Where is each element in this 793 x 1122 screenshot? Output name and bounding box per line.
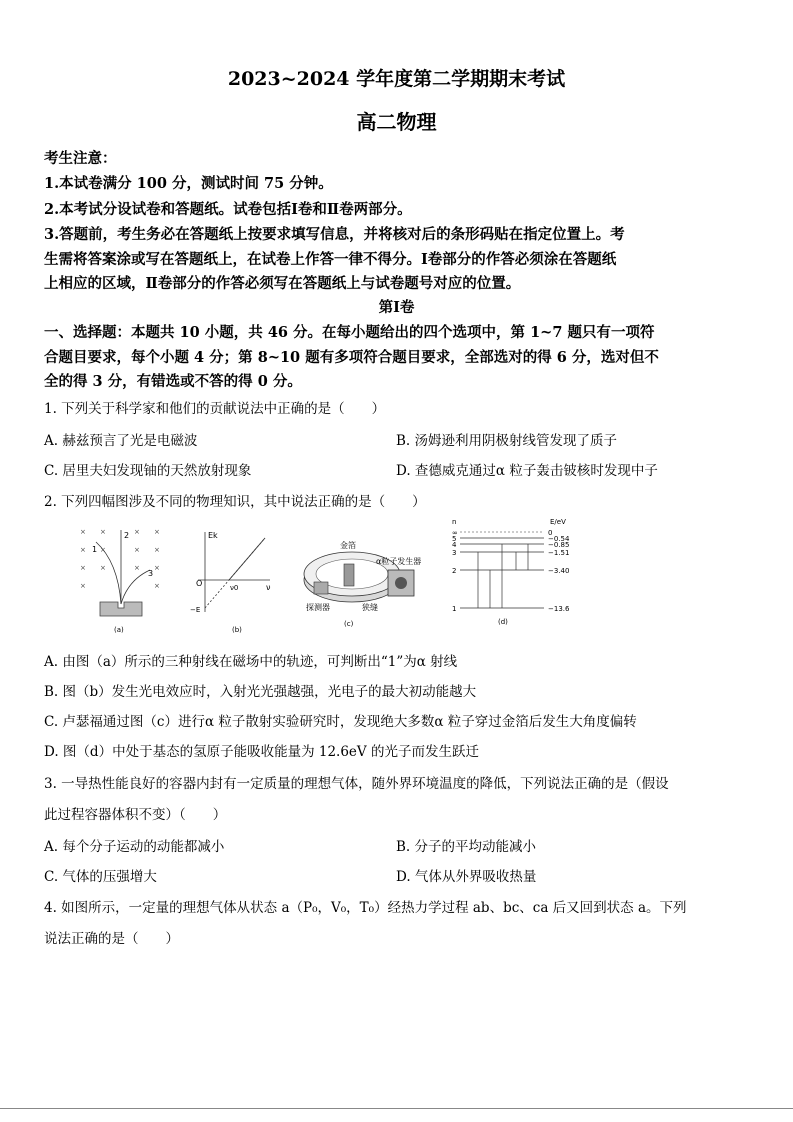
figure-c-label-foil: 金箔	[340, 541, 356, 550]
q4-stem-2: 说法正确的是（ ）	[44, 931, 179, 947]
svg-text:×: ×	[154, 564, 160, 572]
svg-text:×: ×	[154, 546, 160, 554]
figure-a-caption: (a)	[114, 626, 124, 634]
figure-d-e-1: −13.6	[548, 605, 570, 613]
figure-c-label-slit: 狭缝	[362, 603, 378, 612]
figure-a-label-2: 2	[124, 531, 130, 540]
notice-heading: 考生注意：	[44, 150, 117, 167]
q1-option-c: C. 居里夫妇发现铀的天然放射现象	[44, 463, 252, 479]
q4-stem-1: 4. 如图所示，一定量的理想气体从状态 a（P₀，V₀，T₀）经热力学过程 ab、bc、ca 后又回到状态 a。下列	[44, 900, 687, 916]
subject-title: 高二物理	[356, 110, 437, 134]
notice-item-3-cont: 生需将答案涂或写在答题纸上，在试卷上作答一律不得分。Ⅰ卷部分的作答必须涂在答题纸	[44, 251, 617, 268]
q3-stem-1: 3. 一导热性能良好的容器内封有一定质量的理想气体，随外界环境温度的降低，下列说法正确的是（假设	[44, 776, 669, 792]
notice-item-2: 2.本考试分设试卷和答题纸。试卷包括Ⅰ卷和Ⅱ卷两部分。	[44, 201, 412, 218]
figure-b-axis-x: ν	[266, 583, 271, 592]
figure-d-n-2: 2	[452, 567, 457, 575]
q3-stem-2: 此过程容器体积不变）（ ）	[44, 807, 227, 823]
figure-a-label-1: 1	[92, 545, 98, 554]
figure-c-label-source: α粒子发生器	[376, 557, 422, 566]
svg-text:×: ×	[80, 546, 86, 554]
section-instruction-1: 一、选择题：本题共 10 小题，共 46 分。在每小题给出的四个选项中，第 1~7 题只有一项符	[44, 324, 655, 341]
notice-item-1: 1.本试卷满分 100 分，测试时间 75 分钟。	[44, 175, 333, 192]
figure-b-caption: (b)	[232, 626, 242, 634]
figure-d-n-1: 1	[452, 605, 457, 613]
figure-d	[452, 518, 570, 626]
q2-stem: 2. 下列四幅图涉及不同的物理知识，其中说法正确的是（ ）	[44, 494, 426, 510]
section-instruction-3: 全的得 3 分，有错选或不答的得 0 分。	[44, 373, 302, 390]
figure-d-e-3: −1.51	[548, 549, 570, 557]
figure-b	[190, 531, 271, 634]
figure-d-n-5: 5	[452, 535, 457, 543]
notice-item-3-end: 上相应的区域，Ⅱ卷部分的作答必须写在答题纸上与试卷题号对应的位置。	[44, 275, 521, 292]
svg-text:×: ×	[154, 528, 160, 536]
svg-text:×: ×	[100, 546, 106, 554]
exam-title: 2023~2024 学年度第二学期期末考试	[227, 68, 566, 90]
q2-option-d: D. 图（d）中处于基态的氢原子能吸收能量为 12.6eV 的光子而发生跃迁	[44, 744, 479, 760]
figure-d-axis-n: n	[452, 518, 457, 526]
q1-stem: 1. 下列关于科学家和他们的贡献说法中正确的是（ ）	[44, 401, 386, 417]
figure-d-n-3: 3	[452, 549, 457, 557]
figure-c-label-detector: 探测器	[306, 603, 330, 612]
figure-d-caption: (d)	[498, 618, 508, 626]
svg-text:×: ×	[134, 564, 140, 572]
figure-d-axis-e: E/eV	[550, 518, 566, 526]
q3-option-c: C. 气体的压强增大	[44, 869, 157, 885]
page-bottom-rule	[0, 1108, 793, 1109]
q3-option-d: D. 气体从外界吸收热量	[396, 869, 537, 885]
figure-b-origin: O	[196, 579, 203, 588]
svg-text:×: ×	[100, 564, 106, 572]
figure-a-label-3: 3	[148, 569, 154, 578]
figure-b-axis-y: Ek	[208, 531, 218, 540]
figure-c-caption: (c)	[344, 620, 354, 628]
svg-text:×: ×	[100, 528, 106, 536]
svg-text:×: ×	[134, 528, 140, 536]
q1-option-b: B. 汤姆逊利用阴极射线管发现了质子	[396, 433, 618, 449]
svg-text:×: ×	[134, 546, 140, 554]
figure-c	[304, 540, 421, 628]
q1-option-a: A. 赫兹预言了光是电磁波	[44, 433, 198, 449]
q3-option-b: B. 分子的平均动能减小	[396, 839, 537, 855]
svg-text:×: ×	[80, 582, 86, 590]
q2-figures	[70, 512, 590, 636]
notice-item-3: 3.答题前，考生务必在答题纸上按要求填写信息，并将核对后的条形码贴在指定位置上。考	[44, 226, 625, 243]
figure-b-intercept-y: −E	[190, 606, 201, 614]
svg-text:×: ×	[80, 564, 86, 572]
figure-d-e-inf: 0	[548, 529, 553, 537]
q2-option-b: B. 图（b）发生光电效应时，入射光光强越强，光电子的最大初动能越大	[44, 684, 477, 700]
figure-d-e-2: −3.40	[548, 567, 570, 575]
figure-b-intercept-x: ν0	[230, 584, 239, 592]
svg-text:×: ×	[80, 528, 86, 536]
section-title: 第Ⅰ卷	[378, 299, 415, 316]
figure-d-n-inf: ∞	[452, 529, 458, 537]
figure-d-e-5: −0.54	[548, 535, 570, 543]
q1-option-d: D. 查德威克通过α 粒子轰击铍核时发现中子	[396, 463, 658, 479]
q2-option-c: C. 卢瑟福通过图（c）进行α 粒子散射实验研究时，发现绝大多数α 粒子穿过金箔后发生大角度偏转	[44, 714, 637, 730]
figure-d-e-4: −0.85	[548, 541, 570, 549]
q2-option-a: A. 由图（a）所示的三种射线在磁场中的轨迹，可判断出“1”为α 射线	[44, 654, 458, 670]
svg-text:×: ×	[154, 582, 160, 590]
figure-a	[80, 528, 160, 634]
section-instruction-2: 合题目要求，每个小题 4 分；第 8~10 题有多项符合题目要求，全部选对的得 6 分，选对但不	[44, 349, 659, 366]
q3-option-a: A. 每个分子运动的动能都减小	[44, 839, 225, 855]
figure-d-n-4: 4	[452, 541, 457, 549]
